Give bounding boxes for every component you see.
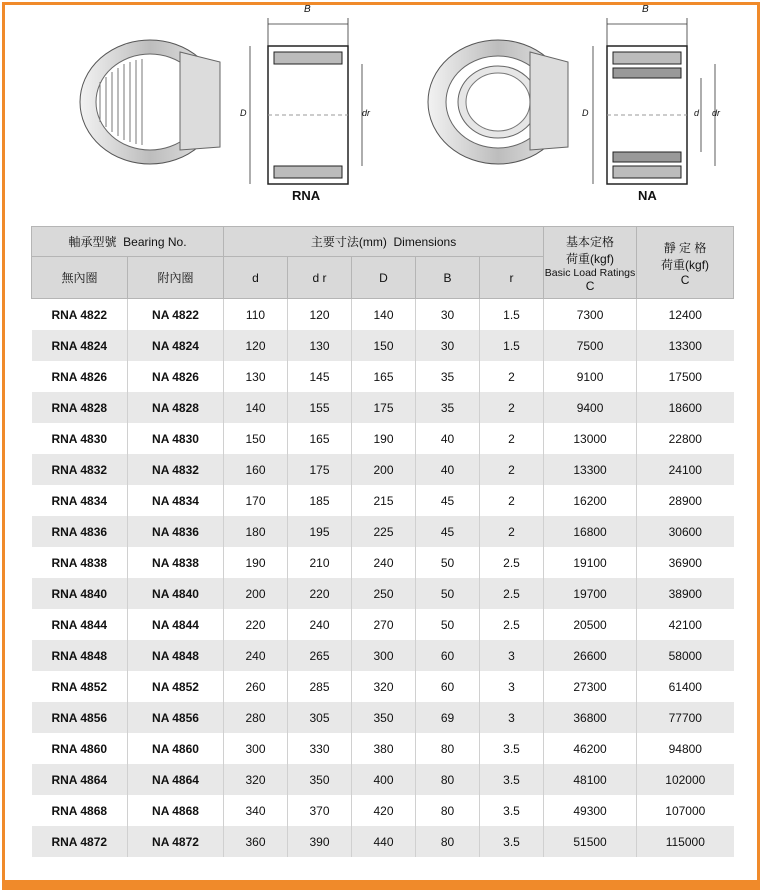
cell-r: 2 [480,392,544,423]
cell-rna-model: RNA 4872 [32,826,128,857]
cell-d: 130 [224,361,288,392]
cell-dr: 305 [288,702,352,733]
table-row [32,826,734,857]
header-dynamic-load: 基本定格 荷重(kgf) Basic Load Ratings C [544,227,637,299]
cell-d: 180 [224,516,288,547]
cell-dynamic-load: 46200 [544,733,637,764]
dim-B-rna: B [304,4,311,15]
table-row [32,392,734,423]
cell-B: 80 [416,733,480,764]
cell-dr: 130 [288,330,352,361]
cell-dynamic-load: 19100 [544,547,637,578]
cell-na-model: NA 4822 [128,299,224,331]
cell-static-load: 42100 [637,609,734,640]
cell-rna-model: RNA 4830 [51,431,108,446]
cell-B: 69 [416,702,480,733]
cell-d: 300 [224,733,288,764]
table-row [32,578,734,609]
na-bearing-illustration [418,22,578,172]
cell-na-model: NA 4824 [128,330,224,361]
cell-static-load: 58000 [637,640,734,671]
cell-r: 2 [480,516,544,547]
cell-D: 320 [352,671,416,702]
cell-static-load: 94800 [637,733,734,764]
cell-dr: 265 [288,640,352,671]
cell-r: 3 [480,640,544,671]
cell-r: 3.5 [480,795,544,826]
cell-d: 240 [224,640,288,671]
cell-d: 120 [224,330,288,361]
cell-na-model: NA 4848 [128,640,224,671]
cell-dynamic-load: 7300 [544,299,637,331]
cell-dr: 330 [288,733,352,764]
header-col-B: B [416,257,480,299]
cell-d: 220 [224,609,288,640]
cell-dr: 120 [288,299,352,331]
cell-B: 60 [416,640,480,671]
cell-rna-model: RNA 4844 [51,617,108,632]
cell-static-load: 13300 [637,330,734,361]
cell-r: 3.5 [480,826,544,857]
table-row [32,454,734,485]
cell-dr: 195 [288,516,352,547]
cell-B: 30 [416,299,480,331]
table-row [32,733,734,764]
cell-d: 340 [224,795,288,826]
dim-D-rna: D [240,108,247,118]
cell-na-model: NA 4860 [128,733,224,764]
cell-r: 3 [480,702,544,733]
header-bearing-no: 軸承型號 Bearing No. [32,227,224,257]
cell-dynamic-load: 36800 [544,702,637,733]
header-col-D: D [352,257,416,299]
cell-B: 50 [416,578,480,609]
cell-static-load: 102000 [637,764,734,795]
cell-d: 320 [224,764,288,795]
cell-D: 250 [352,578,416,609]
cell-d: 360 [224,826,288,857]
cell-B: 40 [416,454,480,485]
cell-na-model: NA 4840 [128,578,224,609]
cell-dr: 350 [288,764,352,795]
cell-static-load: 36900 [637,547,734,578]
dim-dr-rna: dr [362,108,371,118]
cell-r: 2.5 [480,547,544,578]
header-static-load: 靜 定 格 荷重(kgf) C [637,227,734,299]
dim-dr-na: dr [712,108,721,118]
cell-D: 240 [352,547,416,578]
cell-B: 30 [416,330,480,361]
cell-dynamic-load: 19700 [544,578,637,609]
cell-static-load: 22800 [637,423,734,454]
cell-na-model: NA 4844 [128,609,224,640]
table-row [32,547,734,578]
header-col-d: d [224,257,288,299]
cell-na-model: NA 4868 [128,795,224,826]
table-row [32,764,734,795]
table-row [32,516,734,547]
cell-D: 190 [352,423,416,454]
cell-static-load: 30600 [637,516,734,547]
cell-static-load: 61400 [637,671,734,702]
cell-dynamic-load: 48100 [544,764,637,795]
table-row [32,671,734,702]
cell-d: 140 [224,392,288,423]
cell-B: 35 [416,392,480,423]
cell-d: 160 [224,454,288,485]
cell-static-load: 38900 [637,578,734,609]
cell-B: 80 [416,764,480,795]
header-col-r: r [480,257,544,299]
cell-static-load: 12400 [637,299,734,331]
cell-dr: 390 [288,826,352,857]
table-row [32,361,734,392]
cell-r: 2 [480,485,544,516]
cell-dynamic-load: 9100 [544,361,637,392]
cell-D: 175 [352,392,416,423]
cell-r: 2 [480,454,544,485]
cell-na-model: NA 4864 [128,764,224,795]
cell-d: 260 [224,671,288,702]
table-row [32,609,734,640]
cell-D: 150 [352,330,416,361]
cell-D: 400 [352,764,416,795]
cell-dr: 370 [288,795,352,826]
table-row [32,702,734,733]
cell-dr: 210 [288,547,352,578]
cell-r: 1.5 [480,299,544,331]
cell-static-load: 17500 [637,361,734,392]
cell-d: 150 [224,423,288,454]
cell-r: 1.5 [480,330,544,361]
cell-static-load: 107000 [637,795,734,826]
cell-D: 225 [352,516,416,547]
cell-rna-model: RNA 4832 [32,454,128,485]
cell-D: 270 [352,609,416,640]
cell-D: 200 [352,454,416,485]
cell-dr: 240 [288,609,352,640]
cell-d: 200 [224,578,288,609]
table-row [32,423,734,454]
rna-label: RNA [292,188,321,203]
cell-dynamic-load: 16800 [544,516,637,547]
table-row [32,330,734,361]
cell-static-load: 24100 [637,454,734,485]
cell-na-model: NA 4852 [128,671,224,702]
cell-D: 350 [352,702,416,733]
cell-B: 80 [416,795,480,826]
cell-d: 170 [224,485,288,516]
cell-rna-model: RNA 4822 [51,307,108,322]
cell-na-model: NA 4838 [128,547,224,578]
cell-rna-model: RNA 4848 [32,640,128,671]
cell-na-model: NA 4856 [128,702,224,733]
cell-dr: 155 [288,392,352,423]
table-body [32,299,734,858]
cell-B: 45 [416,485,480,516]
rna-cross-section [238,6,378,191]
cell-D: 165 [352,361,416,392]
table-row [32,299,734,331]
cell-na-model: NA 4826 [128,361,224,392]
header-no-inner-ring: 無內圈 [32,257,128,299]
cell-dynamic-load: 9400 [544,392,637,423]
cell-d: 280 [224,702,288,733]
cell-D: 215 [352,485,416,516]
cell-D: 380 [352,733,416,764]
cell-na-model: NA 4872 [128,826,224,857]
cell-dynamic-load: 20500 [544,609,637,640]
cell-B: 50 [416,547,480,578]
dim-D-na: D [582,108,589,118]
cell-dynamic-load: 27300 [544,671,637,702]
cell-dynamic-load: 7500 [544,330,637,361]
dim-B-na: B [642,4,649,15]
cell-dynamic-load: 16200 [544,485,637,516]
cell-D: 440 [352,826,416,857]
cell-static-load: 115000 [637,826,734,857]
cell-r: 3 [480,671,544,702]
header-col-dr: d r [288,257,352,299]
table-row [32,795,734,826]
cell-rna-model: RNA 4864 [32,764,128,795]
cell-rna-model: RNA 4860 [51,741,108,756]
cell-rna-model: RNA 4856 [32,702,128,733]
table-row [32,485,734,516]
cell-B: 35 [416,361,480,392]
cell-dynamic-load: 51500 [544,826,637,857]
cell-na-model: NA 4836 [128,516,224,547]
cell-B: 40 [416,423,480,454]
cell-r: 3.5 [480,764,544,795]
cell-na-model: NA 4832 [128,454,224,485]
cell-D: 420 [352,795,416,826]
header-with-inner-ring: 附內圈 [128,257,224,299]
cell-rna-model: RNA 4826 [51,369,108,384]
cell-dr: 285 [288,671,352,702]
cell-rna-model: RNA 4836 [32,516,128,547]
cell-r: 3.5 [480,733,544,764]
bottom-accent-bar [2,880,760,890]
cell-dynamic-load: 13000 [544,423,637,454]
cell-rna-model: RNA 4868 [51,803,108,818]
cell-static-load: 28900 [637,485,734,516]
bearing-spec-table [31,226,734,857]
cell-dynamic-load: 13300 [544,454,637,485]
cell-dr: 175 [288,454,352,485]
cell-B: 60 [416,671,480,702]
cell-na-model: NA 4834 [128,485,224,516]
cell-dr: 220 [288,578,352,609]
dim-d-na: d [694,108,700,118]
cell-D: 300 [352,640,416,671]
cell-B: 45 [416,516,480,547]
cell-r: 2.5 [480,609,544,640]
cell-na-model: NA 4828 [128,392,224,423]
cell-rna-model: RNA 4852 [51,679,108,694]
cell-r: 2 [480,423,544,454]
table-row [32,640,734,671]
cell-B: 80 [416,826,480,857]
cell-B: 50 [416,609,480,640]
cell-D: 140 [352,299,416,331]
cell-rna-model: RNA 4838 [51,555,108,570]
cell-rna-model: RNA 4824 [32,330,128,361]
na-label: NA [638,188,657,203]
cell-r: 2 [480,361,544,392]
cell-static-load: 77700 [637,702,734,733]
rna-bearing-illustration [70,22,230,172]
cell-dynamic-load: 26600 [544,640,637,671]
na-cross-section [585,6,725,191]
cell-r: 2.5 [480,578,544,609]
cell-dr: 165 [288,423,352,454]
cell-static-load: 18600 [637,392,734,423]
cell-dr: 145 [288,361,352,392]
cell-dr: 185 [288,485,352,516]
cell-rna-model: RNA 4840 [32,578,128,609]
cell-d: 190 [224,547,288,578]
cell-rna-model: RNA 4828 [32,392,128,423]
cell-d: 110 [224,299,288,331]
cell-rna-model: RNA 4834 [51,493,108,508]
cell-na-model: NA 4830 [128,423,224,454]
cell-dynamic-load: 49300 [544,795,637,826]
header-dimensions: 主要寸法(mm) Dimensions [224,227,544,257]
